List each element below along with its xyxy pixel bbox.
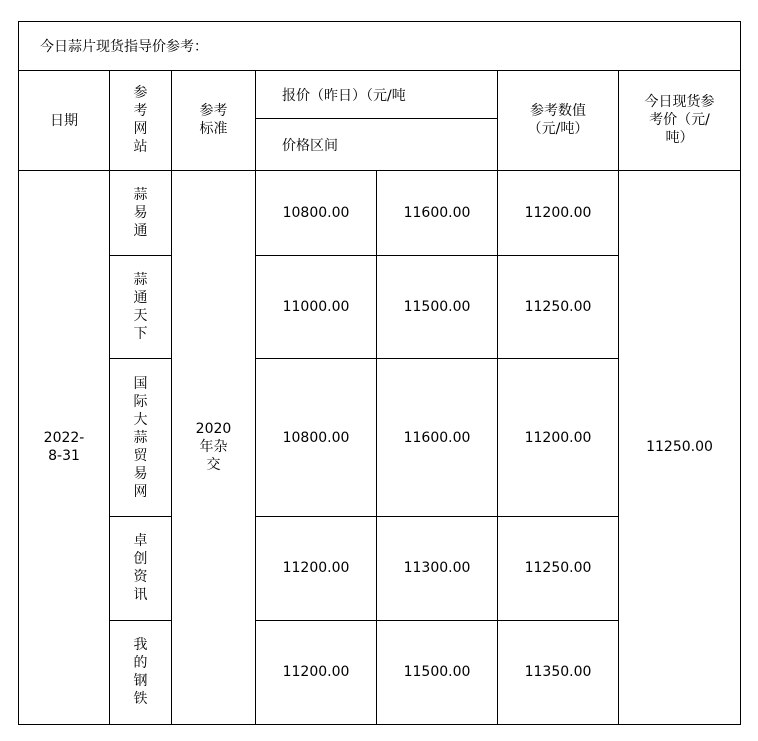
site-cell: 国际大蒜贸易网 (110, 359, 172, 517)
header-today-ref: 今日现货参考价（元/吨） (619, 71, 741, 170)
header-quote: 报价（昨日）（元/吨 (256, 71, 498, 119)
header-site: 参考网站 (110, 71, 172, 170)
high-price-cell: 11500.00 (377, 255, 498, 358)
ref-value-cell: 11250.00 (498, 517, 619, 620)
site-cell: 蒜通天下 (110, 255, 172, 358)
ref-value-cell: 11200.00 (498, 170, 619, 255)
price-table (18, 21, 741, 725)
table-title: 今日蒜片现货指导价参考： (19, 22, 741, 71)
high-price-cell: 11600.00 (377, 359, 498, 517)
date-cell: 2022-8-31 (19, 170, 110, 724)
table-row (19, 170, 741, 255)
ref-value-cell: 11350.00 (498, 620, 619, 724)
high-price-cell: 11300.00 (377, 517, 498, 620)
low-price-cell: 10800.00 (256, 170, 377, 255)
high-price-cell: 11600.00 (377, 170, 498, 255)
low-price-cell: 11200.00 (256, 517, 377, 620)
low-price-cell: 11000.00 (256, 255, 377, 358)
ref-value-cell: 11200.00 (498, 359, 619, 517)
header-date: 日期 (19, 71, 110, 170)
site-cell: 我的钢铁 (110, 620, 172, 724)
ref-value-cell: 11250.00 (498, 255, 619, 358)
header-standard: 参考标准 (172, 71, 256, 170)
standard-cell: 2020年杂交 (172, 170, 256, 724)
header-range: 价格区间 (256, 119, 498, 170)
site-cell: 蒜易通 (110, 170, 172, 255)
header-ref-value: 参考数值（元/吨） (498, 71, 619, 170)
high-price-cell: 11500.00 (377, 620, 498, 724)
today-price-cell: 11250.00 (619, 170, 741, 724)
low-price-cell: 11200.00 (256, 620, 377, 724)
low-price-cell: 10800.00 (256, 359, 377, 517)
site-cell: 卓创资讯 (110, 517, 172, 620)
